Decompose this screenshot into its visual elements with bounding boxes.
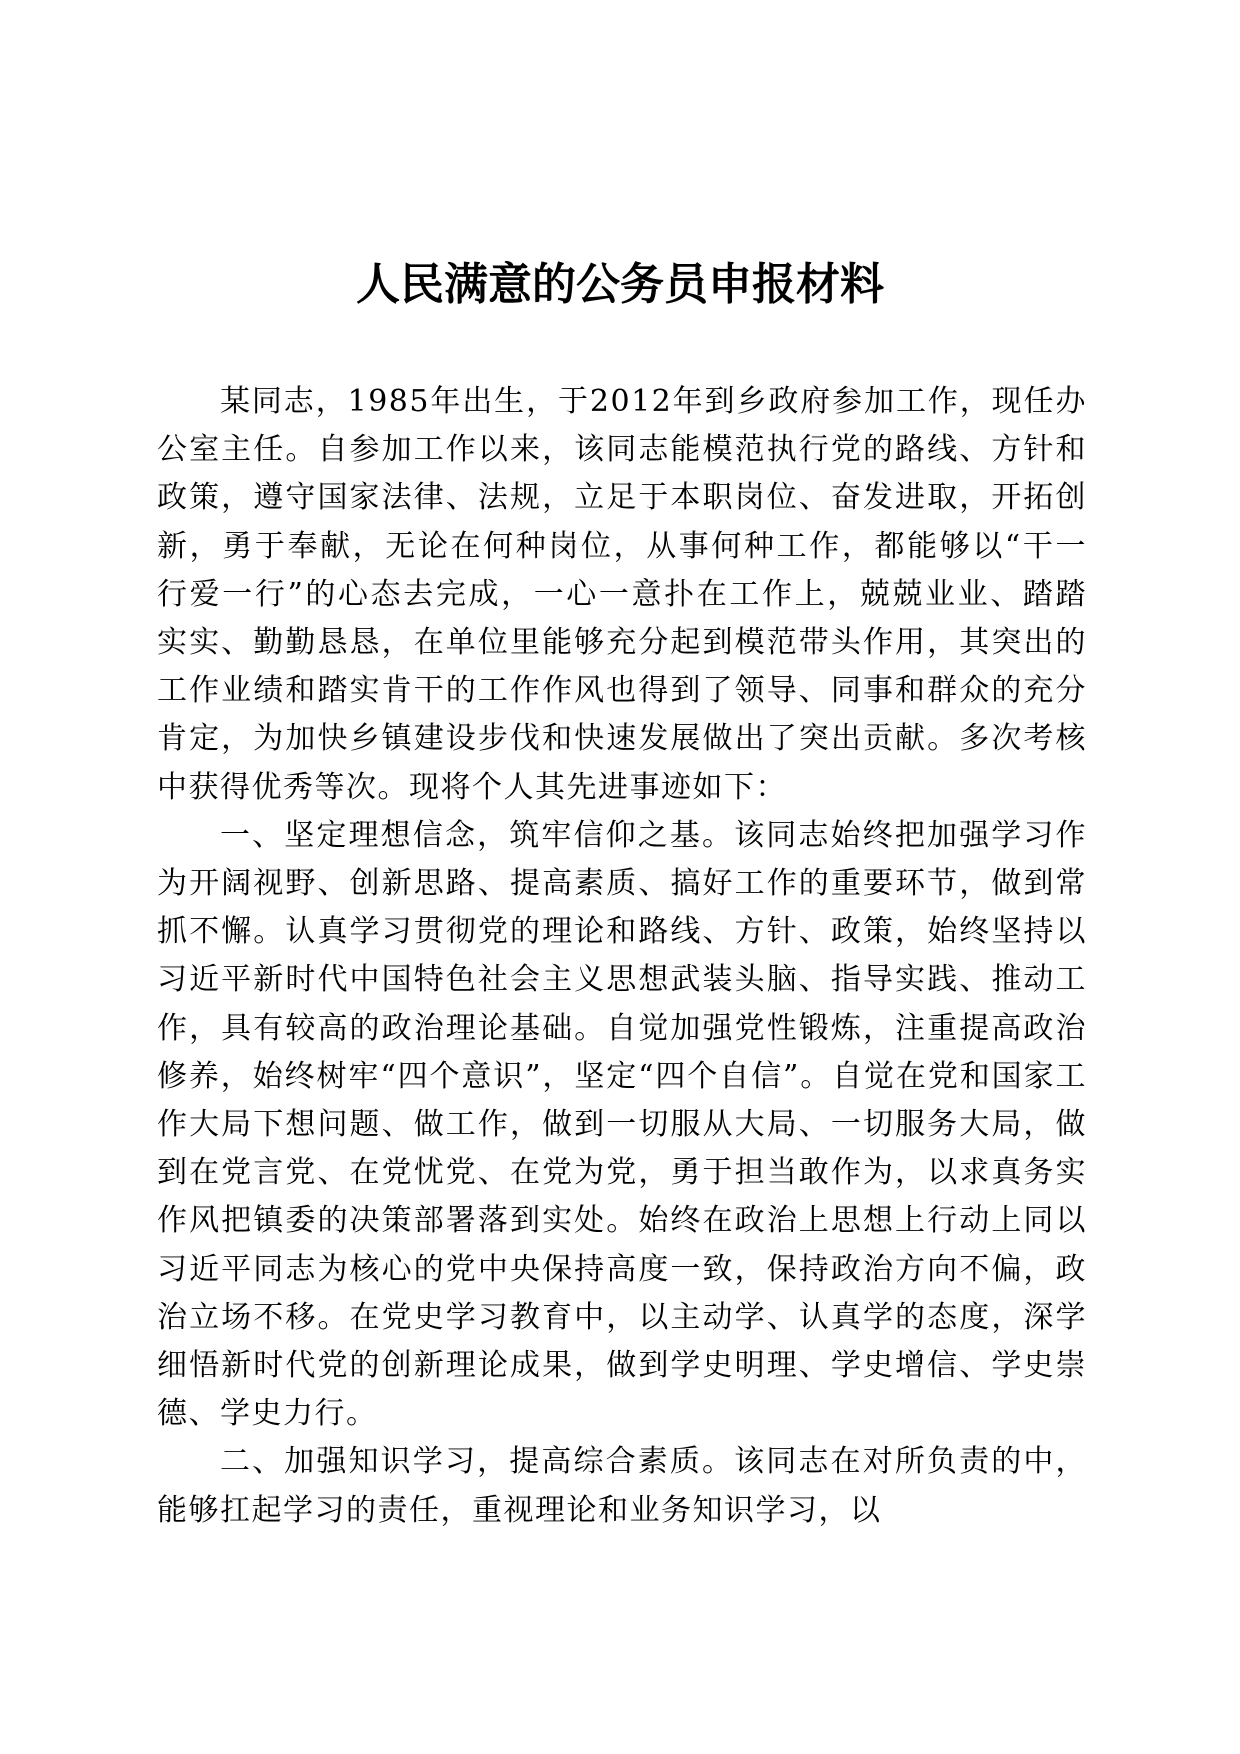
document-title: 人民满意的公务员申报材料: [356, 259, 884, 310]
paragraph-intro: 某同志，1985年出生，于2012年到乡政府参加工作，现任办公室主任。自参加工作以来，该同志能模范执行党的路线、方针和政策，遵守国家法律、法规，立足于本职岗位、奋发进取，开拓创新，勇于奉献，无论在何种岗位，从事何种工作，都能够以“干一行爱一行”的心态去完成，一心一意扑在工作上，兢兢业业、踏踏实实、勤勤恳恳，在单位里能够充分起到模范带头作用，其突出的工作业绩和踏实肯干的工作作风也得到了领导、同事和群众的充分肯定，为加快乡镇建设步伐和快速发展做出了突出贡献。多次考核中获得优秀等次。现将个人其先进事迹如下：: [157, 384, 1087, 805]
paragraph-section-2: 二、加强知识学习，提高综合素质。该同志在对所负责的中，能够扛起学习的责任，重视理论和业务知识学习，以: [157, 1444, 1087, 1528]
paragraph-section-1: 一、坚定理想信念，筑牢信仰之基。该同志始终把加强学习作为开阔视野、创新思路、提高素质、搞好工作的重要环节，做到常抓不懈。认真学习贯彻党的理论和路线、方针、政策，始终坚持以习近平新时代中国特色社会主义思想武装头脑、指导实践、推动工作，具有较高的政治理论基础。自觉加强党性锻炼，注重提高政治修养，始终树牢“四个意识”，坚定“四个自信”。自觉在党和国家工作大局下想问题、做工作，做到一切服从大局、一切服务大局，做到在党言党、在党忧党、在党为党，勇于担当敢作为，以求真务实作风把镇委的决策部署落到实处。始终在政治上思想上行动上同以习近平同志为核心的党中央保持高度一致，保持政治方向不偏，政治立场不移。在党史学习教育中，以主动学、认真学的态度，深学细悟新时代党的创新理论成果，做到学史明理、学史增信、学史崇德、学史力行。: [157, 817, 1087, 1432]
document-body: [157, 378, 1087, 1535]
